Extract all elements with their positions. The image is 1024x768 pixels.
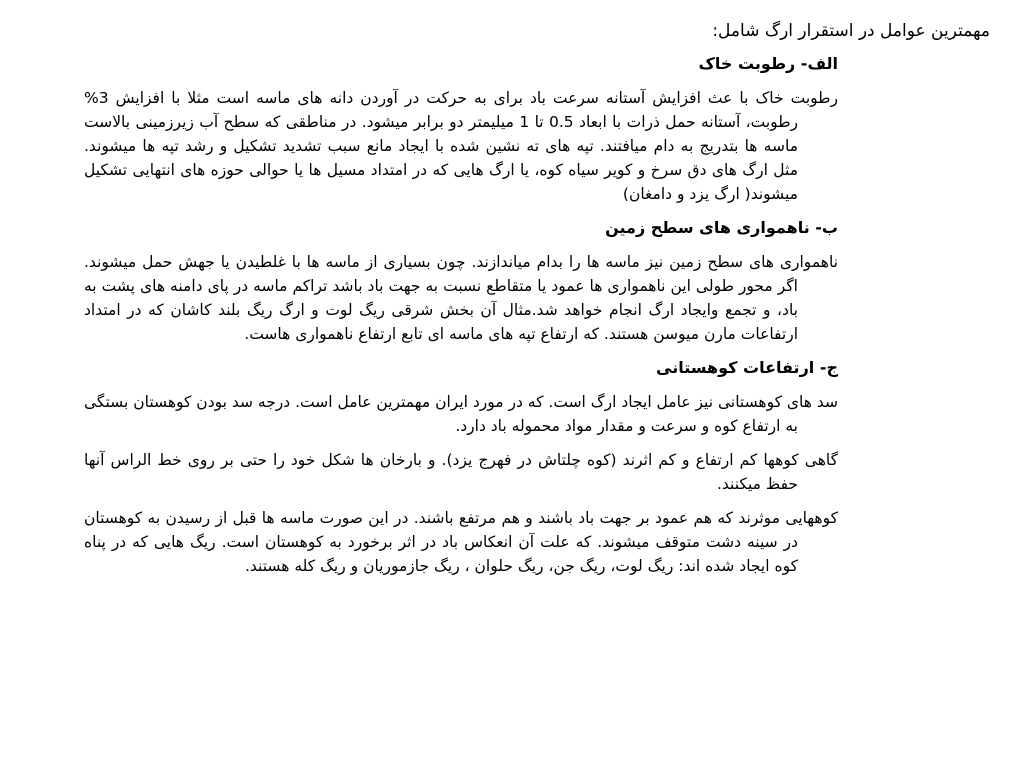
section-heading: ج- ارتفاعات کوهستانی	[656, 358, 838, 377]
section-paragraph: ناهمواری های سطح زمین نیز ماسه ها را بدام میاندازند. چون بسیاری از ماسه ها با غلطیدن یا جهش حمل میشوند. اگر محور طولی این ناهمواری ها عمود یا متقاطع نسبت به جهت باد باشد تراکم ماسه در پای دامنه های پشت به باد، و تجمع وایجاد ارگ انجام خواهد شد.مثال آن بخش شرقی ریگ لوت و ارگ ریگ بلند کاشان که در امتداد ارتفاعات مارن میوسن هستند. که ارتفاع تپه های ماسه ای تابع ارتفاع ناهمواری هاست.	[84, 253, 838, 343]
section-mountain-heights	[84, 356, 990, 578]
section-paragraph: رطوبت خاک با عث افزایش آستانه سرعت باد برای به حرکت در آوردن دانه های ماسه است مثلا با افزایش 3% رطوبت، آستانه حمل ذرات با ابعاد 0.5 تا 1 میلیمتر دو برابر میشود. در مناطقی که سطح آب زیرزمینی بالاست ماسه ها بتدریج به دام میافتند. تپه های ته نشین شده با ایجاد مانع سبب تشدید تشکیل و رشد تپه ها میشوند. مثل ارگ های دق سرخ و کویر سیاه کوه، یا ارگ هایی که در امتداد مسیل ها یا حوالی حوزه های انتهایی تشکیل میشوند( ارگ یزد و دامغان)	[84, 89, 838, 203]
section-paragraph: کوههایی موثرند که هم عمود بر جهت باد باشند و هم مرتفع باشند. در این صورت ماسه ها قبل از رسیدن به کوهستان در سینه دشت متوقف میشوند. که علت آن انعکاس باد در اثر برخورد به کوهستان است. ریگ هایی که در پناه کوه ایجاد شده اند: ریگ لوت، ریگ جن، ریگ حلوان ، ریگ جازموریان و ریگ کله هستند.	[84, 509, 838, 575]
section-paragraph: گاهی کوهها کم ارتفاع و کم اثرند (کوه چلتاش در فهرج یزد). و بارخان ها شکل خود را حتی بر روی خط الراس آنها حفظ میکنند.	[84, 451, 838, 493]
section-heading: ب- ناهمواری های سطح زمین	[605, 218, 838, 237]
section-paragraph: سد های کوهستانی نیز عامل ایجاد ارگ است. که در مورد ایران مهمترین عامل است. درجه سد بودن کوهستان بستگی به ارتفاع کوه و سرعت و مقدار مواد محموله باد دارد.	[83, 393, 838, 435]
section-soil-moisture	[84, 52, 990, 206]
section-ground-unevenness	[84, 216, 990, 346]
section-heading: الف- رطوبت خاک	[698, 54, 838, 73]
slide-intro: مهمترین عوامل در استقرار ارگ شامل:	[712, 21, 990, 41]
